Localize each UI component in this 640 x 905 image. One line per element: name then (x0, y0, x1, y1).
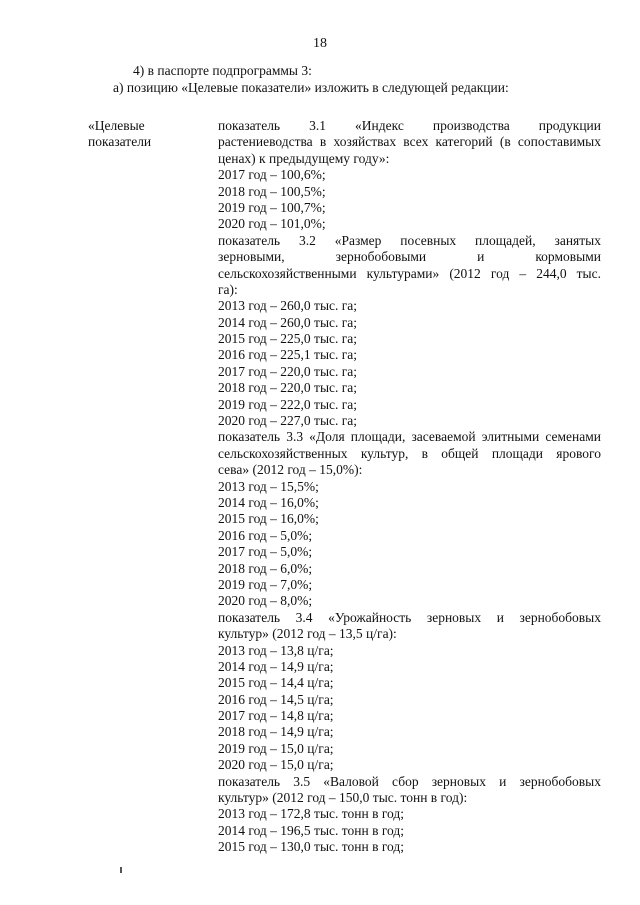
indicator-line: 2017 год – 5,0%; (218, 544, 313, 560)
indicator-line: культур» (2012 год – 13,5 ц/га): (218, 626, 397, 642)
scan-mark (120, 867, 122, 873)
indicator-line: 2015 год – 16,0%; (218, 511, 319, 527)
indicator-line: 2016 год – 225,1 тыс. га; (218, 347, 358, 363)
intro-line-2: а) позицию «Целевые показатели» изложить в следующей редакции: (113, 80, 509, 95)
indicator-line: показатель 3.3 «Доля площади, засеваемой элитными семенами (218, 429, 601, 445)
indicator-line: 2013 год – 15,5%; (218, 478, 319, 494)
indicator-line: показатель 3.4 «Урожайность зерновых и зернобобовых (218, 609, 601, 625)
indicator-line: 2015 год – 14,4 ц/га; (218, 675, 334, 691)
indicator-line: 2013 год – 260,0 тыс. га; (218, 298, 358, 314)
indicator-line: сельскохозяйственных культур, в общей площади ярового (218, 445, 601, 461)
indicator-line: 2018 год – 220,0 тыс. га; (218, 380, 358, 396)
indicator-line: 2015 год – 225,0 тыс. га; (218, 331, 358, 347)
indicator-line: 2017 год – 220,0 тыс. га; (218, 363, 358, 379)
indicator-line: 2019 год – 100,7%; (218, 199, 326, 215)
label-line-2: показатели (88, 134, 152, 150)
indicator-line: 2018 год – 6,0%; (218, 560, 313, 576)
indicator-line: 2020 год – 101,0%; (218, 216, 326, 232)
indicator-line: 2014 год – 14,9 ц/га; (218, 658, 334, 674)
indicator-line: 2018 год – 14,9 ц/га; (218, 724, 334, 740)
indicator-line: сева» (2012 год – 15,0%): (218, 462, 363, 478)
indicator-line: сельскохозяйственными культурами» (2012 год – 244,0 тыс. (218, 265, 601, 281)
indicator-line: 2020 год – 15,0 ц/га; (218, 757, 334, 773)
indicator-line: 2019 год – 15,0 ц/га; (218, 740, 334, 756)
indicator-line: 2015 год – 130,0 тыс. тонн в год; (218, 839, 404, 855)
indicator-line: 2014 год – 16,0%; (218, 494, 319, 510)
indicator-line: 2013 год – 172,8 тыс. тонн в год; (218, 806, 404, 822)
indicator-line: 2017 год – 14,8 ц/га; (218, 708, 334, 724)
page-number: 18 (313, 36, 327, 51)
indicator-line: ценах) к предыдущему году»: (218, 150, 390, 166)
indicator-line: 2014 год – 260,0 тыс. га; (218, 314, 358, 330)
indicator-line: 2016 год – 5,0%; (218, 527, 313, 543)
indicator-line: 2016 год – 14,5 ц/га; (218, 691, 334, 707)
indicator-line: показатель 3.1 «Индекс производства продукции (218, 118, 601, 133)
indicator-line: 2013 год – 13,8 ц/га; (218, 642, 334, 658)
indicator-line: 2017 год – 100,6%; (218, 167, 326, 183)
indicator-line: 2020 год – 8,0%; (218, 593, 313, 609)
indicator-line: показатель 3.2 «Размер посевных площадей, занятых (218, 232, 601, 248)
indicator-line: га): (218, 281, 238, 297)
indicator-line: растениеводства в хозяйствах всех категорий (в сопоставимых (218, 134, 601, 150)
label-line-1: «Целевые (88, 118, 145, 133)
indicators-list (218, 118, 601, 856)
indicator-line: показатель 3.5 «Валовой сбор зерновых и зернобобовых (218, 773, 601, 789)
indicator-line: зерновыми, зернобобовыми и кормовыми (218, 249, 601, 265)
indicator-line: 2014 год – 196,5 тыс. тонн в год; (218, 822, 404, 838)
position-label (88, 118, 198, 151)
indicator-line: 2019 год – 7,0%; (218, 576, 313, 592)
indicator-line: культур» (2012 год – 150,0 тыс. тонн в год): (218, 790, 468, 806)
intro-line-1: 4) в паспорте подпрограммы 3: (133, 63, 312, 78)
indicator-line: 2019 год – 222,0 тыс. га; (218, 396, 358, 412)
indicator-line: 2020 год – 227,0 тыс. га; (218, 413, 358, 429)
indicator-line: 2018 год – 100,5%; (218, 183, 326, 199)
